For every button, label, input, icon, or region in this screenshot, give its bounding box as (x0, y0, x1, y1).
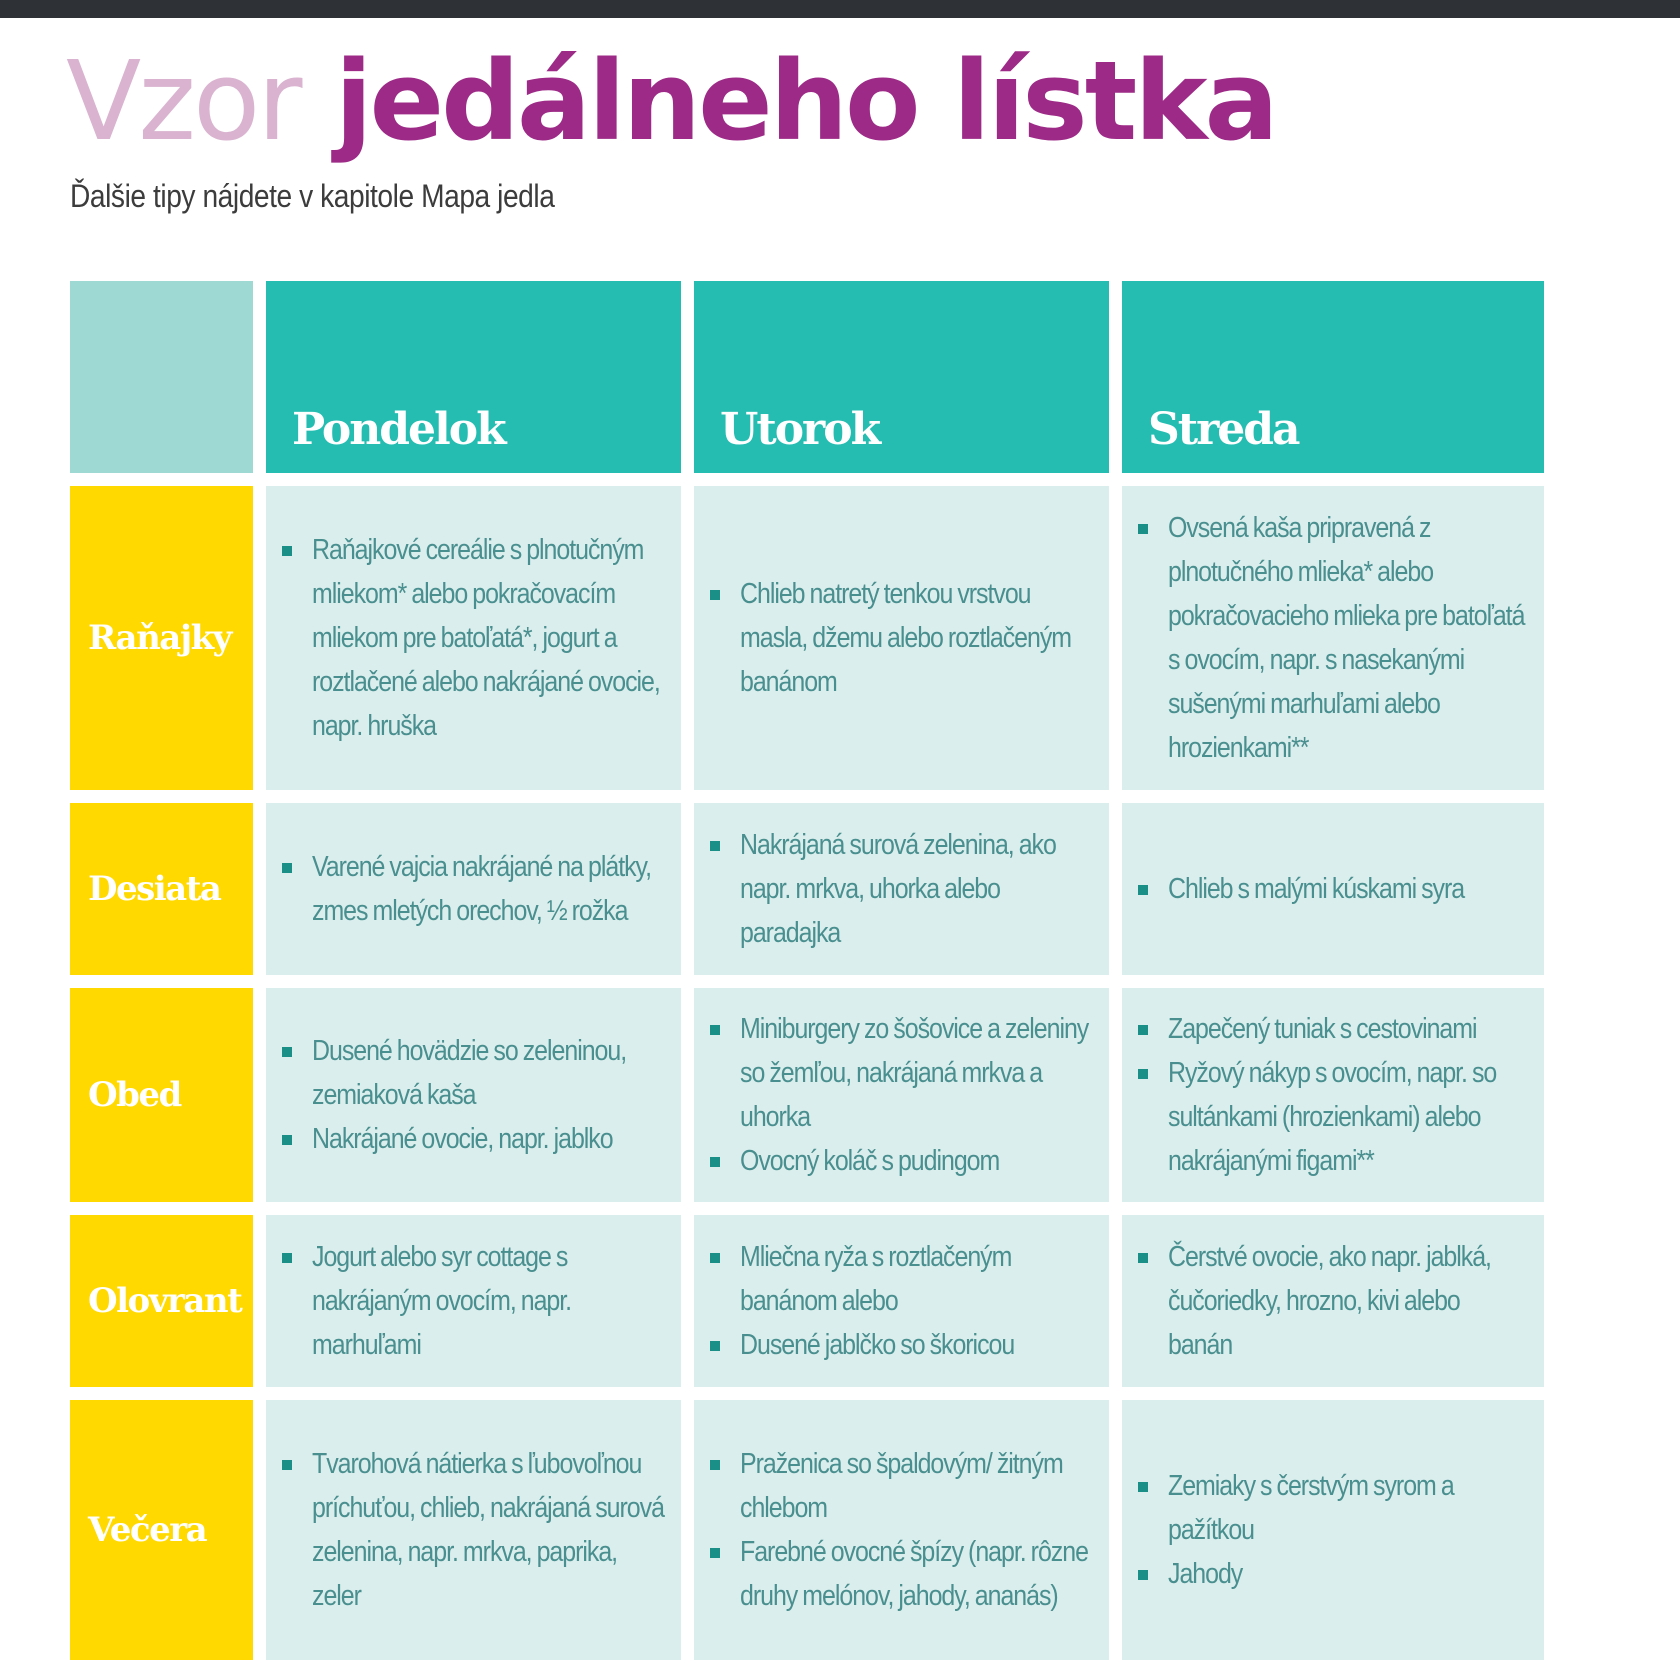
menu-item-list (282, 1235, 665, 1367)
menu-item-text: Raňajkové cereálie s plnotučným mliekom* alebo pokračovacím mliekom pre batoľatá*, jogurt a roztlačené alebo nakrájané ovocie, napr. hruška (312, 534, 660, 742)
menu-item (282, 845, 665, 933)
menu-item (710, 1323, 1093, 1367)
menu-item-text: Dusené hovädzie so zeleninou, zemiaková kaša (312, 1035, 627, 1111)
menu-item (710, 1235, 1093, 1323)
menu-item-text: Miniburgery zo šošovice a zeleniny so žemľou, nakrájaná mrkva a uhorka (740, 1013, 1089, 1133)
menu-item-list (1138, 1464, 1528, 1596)
page-title (66, 26, 1276, 176)
day-header-label: Utorok (720, 404, 880, 455)
menu-item-text: Chlieb s malými kúskami syra (1168, 873, 1465, 905)
menu-item-list (710, 1442, 1093, 1618)
menu-item (1138, 1552, 1528, 1596)
menu-item-text: Mliečna ryža s roztlačeným banánom alebo (740, 1241, 1012, 1317)
menu-item-text: Zapečený tuniak s cestovinami (1168, 1013, 1477, 1045)
menu-item-text: Jogurt alebo syr cottage s nakrájaným ovocím, napr. marhuľami (312, 1241, 572, 1361)
menu-cell (694, 1400, 1109, 1660)
menu-item-list (282, 1442, 665, 1618)
menu-table (70, 281, 1544, 1660)
menu-item-text: Ovsená kaša pripravená z plnotučného mlieka* alebo pokračovacieho mlieka pre batoľatá s ovocím, napr. s nasekanými sušenými marhuľami alebo hrozienkami** (1168, 512, 1525, 764)
menu-cell (694, 803, 1109, 975)
page-subtitle: Ďalšie tipy nájdete v kapitole Mapa jedla (70, 178, 555, 214)
menu-cell (266, 1215, 681, 1387)
menu-item-list (282, 845, 665, 933)
menu-item-text: Varené vajcia nakrájané na plátky, zmes mletých orechov, ½ rožka (312, 851, 652, 927)
menu-cell (1122, 803, 1544, 975)
day-header-pondelok (266, 281, 681, 473)
menu-cell (1122, 988, 1544, 1202)
menu-cell (694, 988, 1109, 1202)
menu-item-text: Praženica so špaldovým/ žitným chlebom (740, 1448, 1063, 1524)
meal-header-label: Obed (88, 1075, 181, 1115)
menu-item (282, 1029, 665, 1117)
meal-header-label: Raňajky (88, 618, 231, 658)
menu-item (282, 1117, 665, 1161)
menu-cell (266, 803, 681, 975)
meal-header (70, 988, 253, 1202)
menu-item (710, 1007, 1093, 1139)
menu-item (710, 1442, 1093, 1530)
day-header-label: Pondelok (292, 404, 505, 455)
day-header-utorok (694, 281, 1109, 473)
menu-item (282, 528, 665, 748)
meal-header (70, 1215, 253, 1387)
menu-item-text: Ryžový nákyp s ovocím, napr. so sultánkami (hrozienkami) alebo nakrájanými figami** (1168, 1057, 1497, 1177)
menu-item (282, 1442, 665, 1618)
menu-item-list (1138, 506, 1528, 770)
menu-item-text: Zemiaky s čerstvým syrom a pažítkou (1168, 1470, 1454, 1546)
menu-item-text: Dusené jablčko so škoricou (740, 1329, 1015, 1361)
title-part-light: Vzor (66, 37, 300, 165)
menu-item-list (1138, 1007, 1528, 1183)
menu-item (1138, 506, 1528, 770)
day-header-streda (1122, 281, 1544, 473)
title-part-dark: jedálneho lístka (334, 37, 1276, 165)
menu-item-text: Nakrájané ovocie, napr. jablko (312, 1123, 613, 1155)
meal-header-label: Olovrant (88, 1281, 242, 1321)
menu-item-text: Čerstvé ovocie, ako napr. jablká, čučoriedky, hrozno, kivi alebo banán (1168, 1241, 1491, 1361)
menu-item-text: Farebné ovocné špízy (napr. rôzne druhy melónov, jahody, ananás) (740, 1536, 1088, 1612)
top-bar (0, 0, 1680, 18)
menu-item-list (282, 528, 665, 748)
menu-item-text: Chlieb natretý tenkou vrstvou masla, džemu alebo roztlačeným banánom (740, 578, 1072, 698)
day-header-label: Streda (1148, 404, 1299, 455)
menu-cell (1122, 486, 1544, 790)
menu-item-text: Ovocný koláč s pudingom (740, 1145, 1000, 1177)
menu-item-list (282, 1029, 665, 1161)
menu-item (710, 823, 1093, 955)
menu-cell (1122, 1400, 1544, 1660)
menu-cell (694, 486, 1109, 790)
menu-item (1138, 1235, 1528, 1367)
meal-header-label: Večera (88, 1510, 207, 1550)
table-corner (70, 281, 253, 473)
menu-item (1138, 1464, 1528, 1552)
meal-header-label: Desiata (88, 869, 221, 909)
menu-cell (266, 486, 681, 790)
menu-item (710, 1139, 1093, 1183)
menu-cell (1122, 1215, 1544, 1387)
menu-item (710, 1530, 1093, 1618)
menu-item (282, 1235, 665, 1367)
menu-item-text: Nakrájaná surová zelenina, ako napr. mrkva, uhorka alebo paradajka (740, 829, 1056, 949)
menu-cell (266, 988, 681, 1202)
menu-item (1138, 1007, 1528, 1051)
menu-item-text: Tvarohová nátierka s ľubovoľnou príchuťou, chlieb, nakrájaná surová zelenina, napr. mrkva, paprika, zeler (312, 1448, 664, 1612)
menu-item-list (1138, 1235, 1528, 1367)
menu-item (1138, 867, 1528, 911)
menu-item-list (1138, 867, 1528, 911)
meal-header (70, 803, 253, 975)
menu-item-list (710, 1007, 1093, 1183)
menu-cell (266, 1400, 681, 1660)
menu-item (710, 572, 1093, 704)
meal-header (70, 486, 253, 790)
meal-header (70, 1400, 253, 1660)
menu-item-list (710, 823, 1093, 955)
menu-item-text: Jahody (1168, 1558, 1243, 1590)
menu-item-list (710, 572, 1093, 704)
menu-cell (694, 1215, 1109, 1387)
menu-item (1138, 1051, 1528, 1183)
menu-item-list (710, 1235, 1093, 1367)
